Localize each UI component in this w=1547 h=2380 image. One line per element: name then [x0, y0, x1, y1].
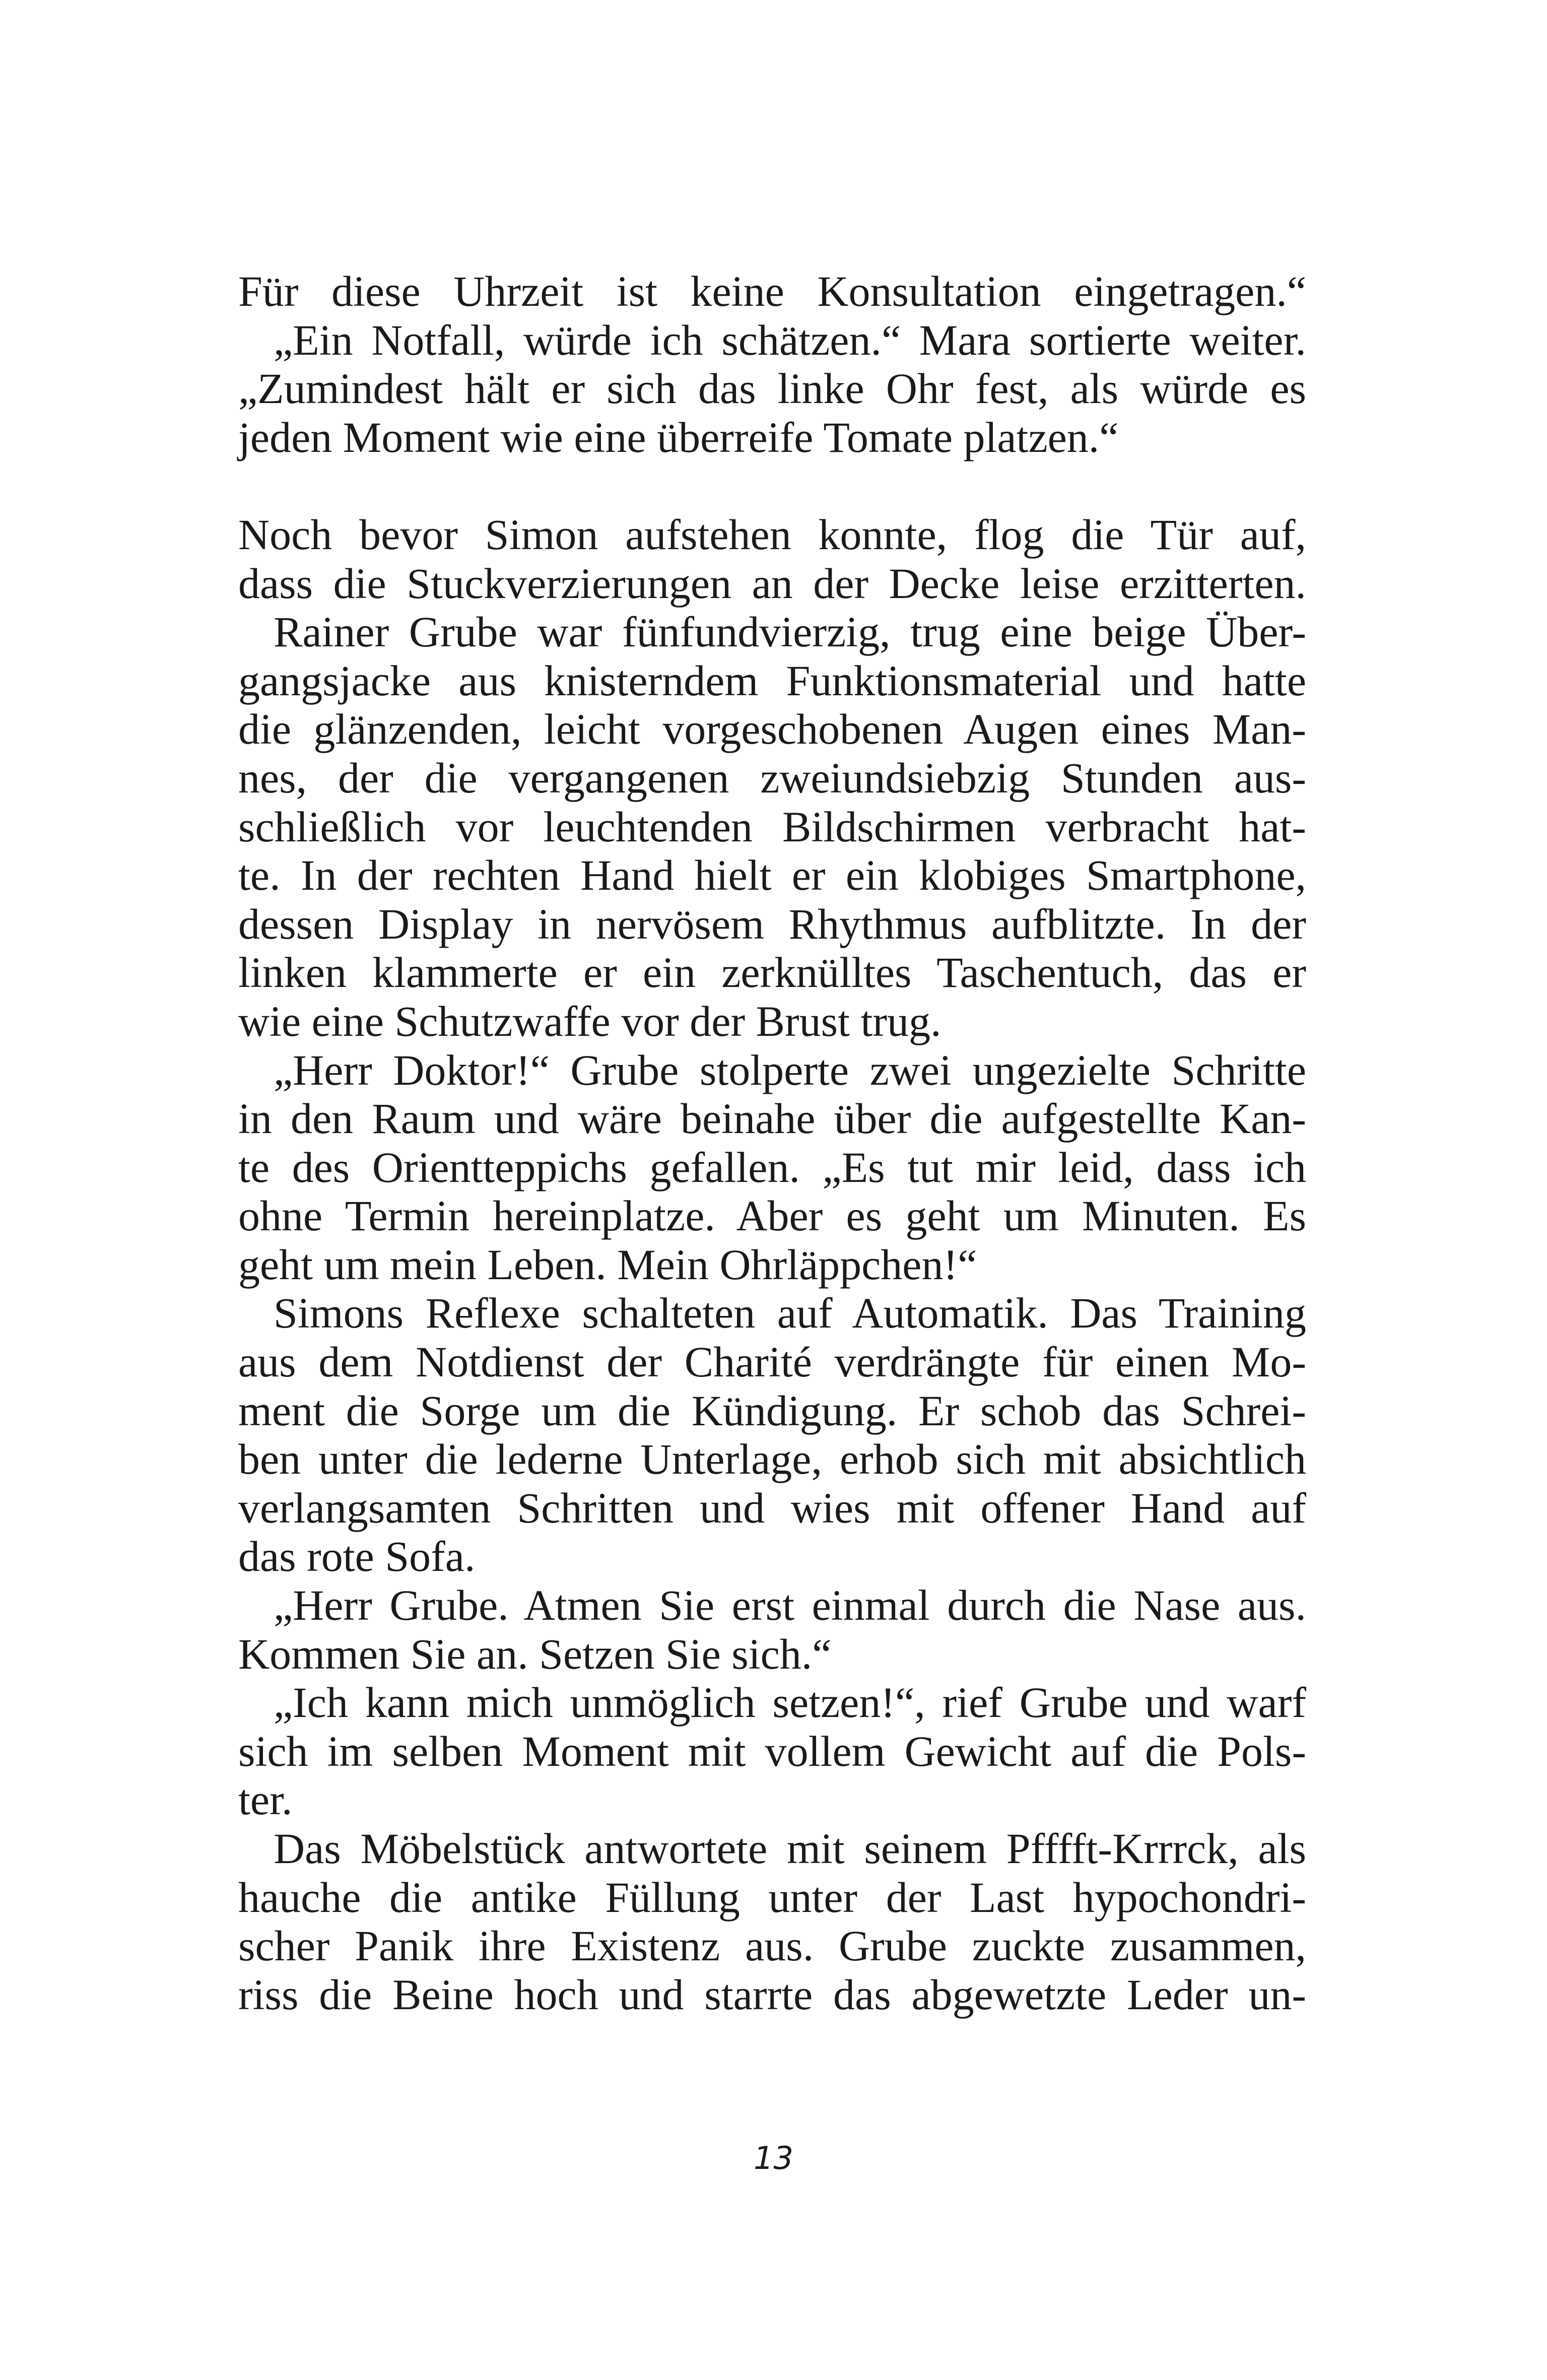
page-number: 13 [754, 2140, 793, 2176]
text-line: „Herr Doktor!“ Grube stolperte zwei ungezielte Schritte [274, 1045, 1306, 1094]
text-line: schließlich vor leuchtenden Bildschirmen verbracht hat- [238, 802, 1306, 851]
text-line: sich im selben Moment mit vollem Gewicht auf die Pols- [238, 1727, 1306, 1775]
text-line: ohne Termin hereinplatze. Aber es geht um Minuten. Es [238, 1192, 1306, 1240]
text-line: gangsjacke aus knisterndem Funktionsmaterial und hatte [238, 656, 1306, 705]
text-line: Das Möbelstück antwortete mit seinem Pfffft-Krrrck, als [274, 1824, 1306, 1873]
text-line: Noch bevor Simon aufstehen konnte, flog die Tür auf, [238, 510, 1306, 559]
text-line: Für diese Uhrzeit ist keine Konsultation eingetragen.“ [238, 267, 1306, 315]
text-line: riss die Beine hoch und starrte das abgewetzte Leder un- [238, 1970, 1306, 2019]
text-line: hauche die antike Füllung unter der Last hypochondri- [238, 1873, 1306, 1922]
text-line: „Zumindest hält er sich das linke Ohr fest, als würde es [238, 364, 1306, 413]
text-line: verlangsamten Schritten und wies mit offener Hand auf [238, 1483, 1306, 1532]
text-line: geht um mein Leben. Mein Ohrläppchen!“ [238, 1240, 977, 1289]
text-line: Kommen Sie an. Setzen Sie sich.“ [238, 1629, 832, 1678]
text-line: in den Raum und wäre beinahe über die aufgestellte Kan- [238, 1094, 1306, 1143]
text-line: te. In der rechten Hand hielt er ein klobiges Smartphone, [238, 851, 1306, 900]
text-line: dass die Stuckverzierungen an der Decke leise erzitterten. [238, 559, 1306, 608]
text-line: die glänzenden, leicht vorgeschobenen Augen eines Man- [238, 705, 1306, 754]
text-line: nes, der die vergangenen zweiundsiebzig Stunden aus- [238, 753, 1306, 802]
text-line: Simons Reflexe schalteten auf Automatik. Das Training [274, 1289, 1306, 1338]
text-line: aus dem Notdienst der Charité verdrängte für einen Mo- [238, 1338, 1306, 1386]
section-break [238, 461, 1306, 510]
text-line: ben unter die lederne Unterlage, erhob sich mit absichtlich [238, 1435, 1306, 1484]
text-line: jeden Moment wie eine überreife Tomate platzen.“ [238, 413, 1119, 461]
text-line: wie eine Schutzwaffe vor der Brust trug. [238, 997, 941, 1045]
text-line: Rainer Grube war fünfundvierzig, trug eine beige Über- [274, 608, 1306, 656]
text-line: ter. [238, 1775, 293, 1824]
text-line: te des Orientteppichs gefallen. „Es tut mir leid, dass ich [238, 1143, 1306, 1192]
text-line: dessen Display in nervösem Rhythmus aufblitzte. In der [238, 899, 1306, 948]
body-text [238, 267, 1306, 2019]
text-line: „Ein Notfall, würde ich schätzen.“ Mara sortierte weiter. [274, 315, 1306, 364]
text-line: das rote Sofa. [238, 1532, 476, 1581]
text-line: „Ich kann mich unmöglich setzen!“, rief Grube und warf [274, 1678, 1306, 1727]
text-line: scher Panik ihre Existenz aus. Grube zuckte zusammen, [238, 1922, 1306, 1970]
text-line: „Herr Grube. Atmen Sie erst einmal durch die Nase aus. [274, 1581, 1306, 1630]
text-line: linken klammerte er ein zerknülltes Taschentuch, das er [238, 948, 1306, 997]
text-line: ment die Sorge um die Kündigung. Er schob das Schrei- [238, 1386, 1306, 1435]
